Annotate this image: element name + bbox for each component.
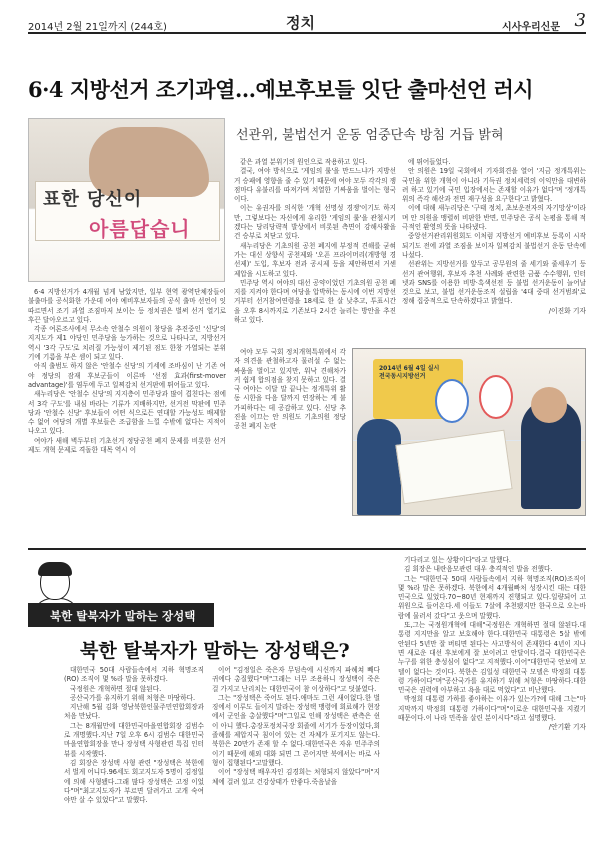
- paragraph: 중앙선거관리위원회도 이처럼 지방선거 예비후보 등록이 시작되기도 전에 과열 조짐을 보이자 일찌감치 불법선거 운동 단속에 나섰다.: [402, 232, 586, 259]
- section-divider: [28, 548, 586, 550]
- publication-name: 시사우리신문: [502, 22, 560, 33]
- article2-tag: 북한 탈북자가 말하는 장성택: [28, 603, 214, 627]
- paragraph: 국정원은 개혁하면 절대 않된다.: [70, 684, 162, 693]
- col2-bottom: [234, 348, 346, 538]
- paragraph: 6·4 지방선거가 4개월 넘게 남았지만, 일부 현역 광역단체장들이 불출마를 공식화한 가운데 여야 예비후보자들의 공식 출마 선언이 잇따르면서 조기 과열 조짐마저 보이는 등 정치권은 벌써 선거 열기로 후끈 달아오르고 있다.: [28, 288, 226, 324]
- article1-column-3: [402, 158, 586, 346]
- section-title: 정치: [286, 14, 315, 32]
- paragraph: 같은 과열 분위기의 원인으로 작용하고 있다.: [240, 158, 368, 166]
- paragraph: 박정희 대통령 가하를 좋아하는 이유가 있는가?에 대해 그는"마지막까지 박정희 대통령 가하이다"며"이로운 대한민국을 지켰기 때문이다.이 나라 민족을 살린 분이시다"라고 설명했다.: [398, 695, 586, 723]
- page-header: [28, 10, 586, 34]
- poster-text: 2014년 6월 4일 실시 전국동시지방선거: [379, 365, 440, 380]
- paragraph: 그는 "대한민국 50대 사람들속에서 지하 혁명조직(RO)조직이 몇 %라 말은 못하겠다. 북한에서 4개월빠처 성장시킨 대는 대한민국으로 있었다.70~80년 현재까지 진행되고 있다.일량되어 고위원으로 들어온다.세 이들도 7살에 추천됐지만 한국으로 오는바람에 물러서 갔다"고 웃으며 말했다.: [398, 574, 586, 620]
- paragraph: 이어 "김정일은 죽은자 무덤속에 시신까지 파헤쳐 빼다귀에다 총질했다"며"그래는 너무 조용하니 장성택이 죽은 걸 가지고 난리치는 대한민국이 참 이상하다"고 덧붙였다.: [212, 666, 380, 693]
- paragraph: 에 뛰어들었다.: [408, 158, 451, 166]
- photo1-caption-line2: 아름답습니: [89, 217, 191, 241]
- photo1-caption-line1: 표한 당신이: [43, 189, 143, 210]
- mascot-blue-icon: [435, 379, 469, 423]
- paragraph: 대한민국 50대 사람들속에서 지하 혁명조직(RO) 조직이 몇 %라 말을 못하겠다.: [64, 666, 204, 684]
- col2-top: [234, 158, 396, 348]
- mascot-red-icon: [479, 375, 513, 419]
- ballot-photo: [28, 118, 225, 282]
- paragraph: 선관위는 지방선거를 앞두고 공무원의 줄 세기와 줄세우기 등 선거 관여행위, 후보자 추천 사례와 관련한 금품 수수행위, 인터넷과 SNS를 이용한 비방·흑색선전 등 불법 선거운동이 늘어날 것으로 보고, 불법 선거운동조직 설립을 '4대 중대 선거범죄'로 정해 집중적으로 단속하겠다고 밝혔다.: [402, 260, 586, 306]
- page-number: 3: [574, 10, 586, 31]
- staff-person-head: [531, 387, 567, 423]
- paragraph: 여야가 새해 벽두부터 기초선거 정당공천 폐지 문제를 비롯한 선거제도 개혁 문제로 격돌한 대목 역시 이: [28, 436, 226, 455]
- article1-headline: 6·4 지방선거 조기과열…예보후보들 잇단 출마선언 러시: [28, 77, 534, 102]
- paragraph: 김 회장은 내란음모관련 대우 충격적인 발을 전했다.: [404, 565, 553, 574]
- paragraph: 새누리당은 기초의원 공천 폐지에 부정적 견해를 굳혀가는 대신 상향식 공천제와 '오픈 프라이머리(개방형 경선제)' 도입, 후보자 전과 공시제 등을 제안하면서 거센 제압을 시도하고 있다.: [234, 241, 396, 278]
- paragraph: 아직 출범도 하지 않은 '안철수 신당'의 기세에 조바심이 난 기존 여야 정당의 잠재 후보군들이 이른바 '선점 효과(first-mover advantage)'를 염두에 두고 일찌감치 선거판에 뛰어들고 있다.: [28, 362, 226, 389]
- article1-column-1: [28, 288, 226, 540]
- paragraph: 결국, 여야 방식으로 '게임의 룰'을 만드느냐가 지방선거 승패에 영향을 줄 수 있기 때문에 여야 모두 각각의 쟁점마다 유불리를 따져가며 치열한 기싸움을 벌이는 형국이다.: [234, 167, 396, 204]
- paragraph: 그는 8개월만에 대한민국마을연합회장 김범수로 개명했다.지난 7일 오후 6시 김범수 대한민국마을연합회장을 만나 장성택 사형관련 특집 인터뷰를 시작했다.: [64, 721, 204, 758]
- paragraph: 각종 여론조사에서 무소속 안철수 의원이 창당을 추진중인 '신당'의 지지도가 제1 야당인 민주당을 능가하는 것으로 나타나고, 지방선거 역시 '3각 구도'로 치러질 가능성이 제기된 점도 한창 가열되는 분위기에 기름을 부은 셈이 되고 있다.: [28, 325, 226, 362]
- paragraph: 지난해 5월 김화 영남북한인물주민연합회장과 처음 만났다.: [64, 703, 204, 721]
- article2-byline: /안기환 기자: [548, 723, 586, 732]
- issue-date: 2014년 2월 21일까지 (244호): [28, 22, 167, 33]
- article1-subhead: 선관위, 불법선거 운동 엄중단속 방침 거듭 밝혀: [236, 128, 504, 143]
- article2-column-2: [212, 666, 380, 860]
- paragraph: 공산국가를 유지하기 위해 처형은 마땅하다.: [70, 693, 196, 702]
- paragraph: 여야 모두 국회 정치개혁특위에서 각자 의견을 관철하고자 물러설 수 없는 싸움을 벌이고 있지만, 워낙 견해차가 커 쉽게 합의점을 찾지 못하고 있다. 결국 여야는 이달 말 끝나는 정개특위 활동 시한을 다음 달까지 연장하는 게 불가피하다는 데 공감하고 있다. 신당 추진을 이끄는 안 의원도 기초의원 정당공천 폐지 논란: [234, 348, 346, 431]
- paragraph: 안 의원은 19일 국회에서 기자회견을 열어 '지금 정개특위는 국민을 위한 개혁이 아니라 기득권 정치세력의 이익만을 대변하려 하고 있기에 국민 입장에서는 존재할 이유가 없다'며 '정개특위의 즉각 해산과 전면 재구성을 요구한다'고 밝혔다.: [402, 167, 586, 204]
- paragraph: 그는 "장성택은 죽어도 된다.애마도 그런 새이없다.한 벌징에서 이루도 들이지 말라는 장성택 맹령에 회료해가 현장에서 군인을 총살했다"며"그일로 인해 장성택은 관측은 쉰이 아니 했다.총장포정치국장 회졸에 서기가 등장이었다,회졸해를 제압지국 침이어 있는 건 자체가 포기지도 않는다.북한은 20만가 존재 할 수 없다.대한민국은 자유 민주주의이기 때문에 해외 대화 되면 그 콘어지만 북에서는 바로 사형이 집행된다"고말했다.: [212, 693, 380, 767]
- paragraph: 이는 유권자를 의식한 '개혁 선명성 경쟁'이기도 하지만, 그렇보다는 자신에게 유리한 '게임의 룰'을 관철시키겠다는 당리당략적 발상에서 비롯된 측면이 강해사활을 건 승부로 치닫고 있다.: [234, 204, 396, 241]
- portrait-hair: [38, 562, 72, 576]
- staff-person-left: [357, 419, 401, 515]
- paragraph: 이에 대해 새누리당은 '구태 정치, 초보운전자의 자기망상'이라며 안 의원을 맹렬히 비판한 반면, 민주당은 공식 논평을 통해 적극적인 환영의 뜻을 나타냈다.: [402, 204, 586, 232]
- paragraph: 이어 "장성택 배우자인 김경희는 처형되지 않았다"며"지체에 걸려 있고 건강상태가 안좋다.죽음날을: [212, 768, 380, 786]
- paragraph: 김 회장은 장성택 사형 관련 "장성택은 북한에서 벌게 어니다.96세도 회고지도자 5명이 김정일에 의해 사형됐다.그래 많다 장성택은 고정 이었다"며"최고지도자가 부르면 달려가고 고개 숙여야만 살 수 있었다"고 말했다.: [64, 758, 204, 805]
- paragraph: 민주당 역시 여야의 대선 공약이었던 기초의원 공천 폐지를 지켜야 한다며 여당을 압박하는 동시에 이번 지방선거부터 선거참여연령을 18세로 한 살 낮추고, 투표시간을 오후 8시까지로 기존보다 2시간 늘리는 방안을 추진하고 있다.: [234, 278, 396, 325]
- article2-column-1: [64, 666, 204, 860]
- paragraph: 새누리당은 '안철수 신당'의 지지층이 민주당과 많이 겹친다는 점에서 3각 구도'를 내심 바라는 기류가 지배하지만, 선거전 막판에 민주당과 '안철수 신당' 후보들이 어떤 식으로든 연대할 가능성도 배제할 수 없어 여당의 개별 후보들은 조급함을 느낄 수밖에 없다는 지적이 나오고 있다.: [28, 390, 226, 436]
- article2-column-3: [398, 556, 586, 860]
- article2-headline: 북한 탈북자가 말하는 장성택은?: [80, 640, 350, 662]
- paragraph: 기다리고 있는 상황이다"라고 말했다.: [404, 556, 511, 564]
- election-staff-photo: [352, 348, 586, 516]
- article1-byline: /이진화 기자: [548, 306, 586, 315]
- paragraph: 또,그는 국정원개혁에 대해"국정원은 개혁하면 절대 않된다.대통령 지지만을 알고 보호해야 한다.대한민국 대통령은 5살 밖에 안된다 5년만 잘 버티면 된다는 사고방식이 존재한다 4년이 지나면 새로운 대선 후보에게 잘 보이려고 안달이다.결국 대한민국은 누구를 위한 충성심이 없다"고 지적했다.이어"대한민국 안보에 모델이 없다는 것이다. 북한은 김일성 대한민국 모델은 박정희 대통령 가하이다"며"공산국가를 유지하기 위해 처형은 마땅하다.대한민국은 권력에 아부하고 욕을 대로 먹었다"고 비난했다.: [398, 621, 586, 695]
